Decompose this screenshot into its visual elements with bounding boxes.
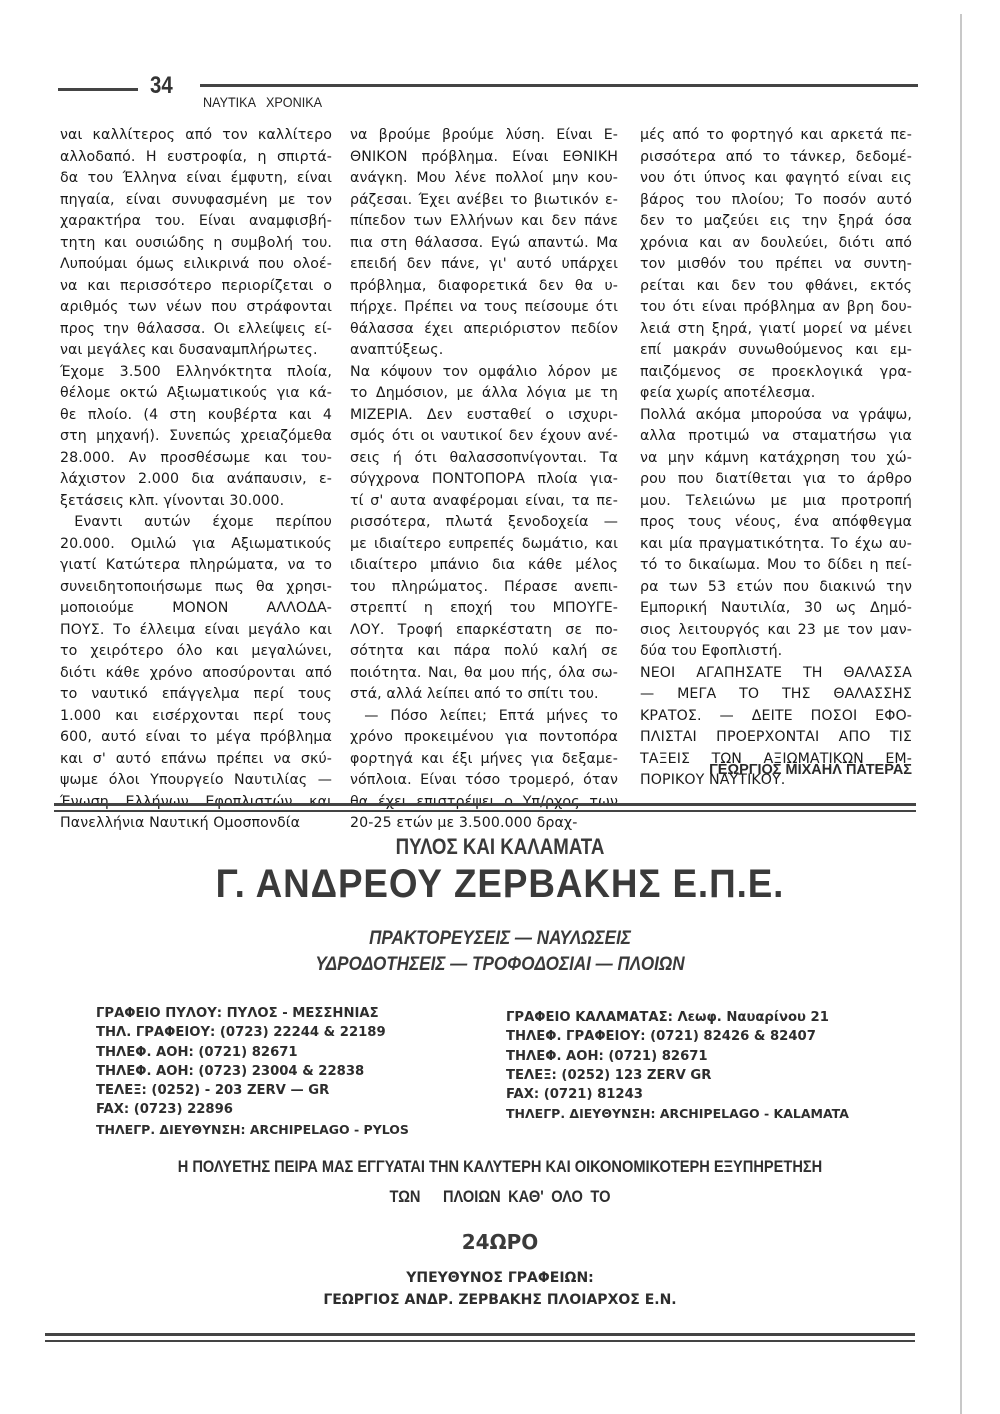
office-kalamata-line: ΓΡΑΦΕΙΟ ΚΑΛΑΜΑΤΑΣ: Λεωφ. Ναυαρίνου 21 xyxy=(506,1010,829,1025)
office-pylos-line: FAX: (0723) 22896 xyxy=(96,1102,233,1118)
office-pylos-line: ΤΕΛΕΞ: (0252) - 203 ZERV — GR xyxy=(96,1083,330,1099)
ad-hours: 24ΩΡΟ xyxy=(461,1230,539,1254)
article-line: Λυπούμαι όμως ειλικρινά που ολοέ- xyxy=(60,256,332,272)
article-line: του ότι είναι πρόβλημα αν βρη δου- xyxy=(640,299,912,315)
office-pylos-line: ΤΗΛΕΦ. ΑΟΗ: (0723) 23004 & 22838 xyxy=(96,1063,365,1079)
article-signature: ΓΕΩΡΓΙΟΣ ΜΙΧΑΗΛ ΠΑΤΕΡΑΣ xyxy=(709,762,912,778)
article-line: να βρούμε βρούμε λύση. Είναι Ε- xyxy=(350,127,618,143)
page-edge-line xyxy=(960,14,962,1414)
article-line: 1.000 και εισέρχονται περί τους xyxy=(60,707,332,724)
article-line: θέλομε οκτώ Αξιωματικούς για κά- xyxy=(60,385,332,401)
article-line: σιος λειτουργός και 23 με τον μαν- xyxy=(640,621,912,638)
article-line: αλλα προτιμώ να σταματήσω για xyxy=(640,428,912,444)
article-line: ρα των 53 ετών που διακινώ την xyxy=(640,578,912,595)
article-line: ΚΡΑΤΟΣ. — ΔΕΙΤΕ ΠΟΣΟΙ ΕΦΟ- xyxy=(640,707,912,724)
article-line: πια στη θάλασσα. Εγώ απαντώ. Μα xyxy=(350,234,618,251)
article-line: σμός ότι οι ναυτικοί δεν έχουν ανέ- xyxy=(350,428,618,444)
article-line: — ΜΕΓΑ ΤΟ ΤΗΣ ΘΑΛΑΣΣΗΣ xyxy=(640,686,912,702)
article-line: Πολλά ακόμα μπορούσα να γράψω, xyxy=(640,406,912,423)
article-line: Πανελλήνια Ναυτική Ομοσπονδία xyxy=(60,815,301,831)
article-line: ΠΟΡΙΚΟΥ ΝΑΥΤΙΚΟΥ. xyxy=(640,772,786,788)
article-line: ΠΟΥΣ. Το έλλειμα είναι μεγάλο και xyxy=(60,621,332,638)
office-kalamata-line: ΤΗΛΕΦ. ΓΡΑΦΕΙΟΥ: (0721) 82426 & 82407 xyxy=(506,1029,816,1045)
ad-company-name: Γ. ΑΝΔΡΕΟΥ ΖΕΡΒΑΚΗΣ Ε.Π.Ε. xyxy=(215,862,785,906)
article-line: το Δημόσιον, με άλλα λόγια με τη xyxy=(350,385,618,401)
article-column-1 xyxy=(60,125,332,835)
office-pylos-contacts xyxy=(96,1004,409,1139)
article-line: Ένωση Ελλήνων Εφοπλιστών και xyxy=(60,793,332,810)
office-pylos-line: ΤΗΛΕΓΡ. ΔΙΕΥΘΥΝΣΗ: ARCHIPELAGO - PYLOS xyxy=(96,1121,409,1137)
article-line: δεν το μαζεύει εις την ξηρά όσα xyxy=(640,213,912,229)
article-line: 600, αυτό είναι το μέγα πρόβλημα xyxy=(60,729,332,745)
ad-services-line-1: ΠΡΑΚΤΟΡΕΥΣΕΙΣ — ΝΑΥΛΩΣΕΙΣ xyxy=(369,928,631,949)
office-kalamata-contacts xyxy=(506,1008,849,1124)
article-line: σύγχρονα ΠΟΝΤΟΠΟΡΑ πλοία για- xyxy=(350,471,618,487)
article-line: ΤΑΞΕΙΣ ΤΩΝ ΑΞΙΩΜΑΤΙΚΩΝ ΕΜ- xyxy=(640,750,912,767)
article-line: 28.000. Αν προσθέσωμε και του- xyxy=(60,449,332,466)
bottom-divider xyxy=(45,1333,915,1342)
article-line: αναπτύξεως. xyxy=(350,342,444,358)
article-line: μοποιούμε ΜΟΝΟΝ ΑΛΛΟΔΑ- xyxy=(60,600,332,616)
article-line: 20.000. Ομιλώ για Αξιωματικούς xyxy=(60,535,332,552)
article-column-3 xyxy=(640,125,912,792)
article-line: πήρχε. Πρέπει να τους πείσουμε ότι xyxy=(350,299,618,315)
ad-locations: ΠΥΛΟΣ ΚΑΙ ΚΑΛΑΜΑΤΑ xyxy=(395,834,605,859)
article-line: τητη και ουσιώδης η συμβολή του. xyxy=(60,234,332,251)
section-divider xyxy=(54,803,916,812)
article-line: πρόβλημα, διαφορετικά δεν θα υ- xyxy=(350,277,618,294)
article-line: φορτηγά και έξι μήνες για δεξαμε- xyxy=(350,750,618,767)
office-kalamata-line: ΤΕΛΕΞ: (0252) 123 ZERV GR xyxy=(506,1067,712,1083)
article-line: Εμπορική Ναυτιλία, 30 ως Δημό- xyxy=(640,600,912,616)
article-line: θάλασσα έχει απεριόριστον πεδίον xyxy=(350,320,618,337)
ad-responsible-name: ΓΕΩΡΓΙΟΣ ΑΝΔΡ. ΖΕΡΒΑΚΗΣ ΠΛΟΙΑΡΧΟΣ Ε.Ν. xyxy=(323,1292,677,1308)
article-line: αριθμός των νέων που στράφονται xyxy=(60,299,332,315)
article-line: νόπλοια. Είναι τόσο τρομερό, όταν xyxy=(350,772,618,788)
article-line: το ναυτικό επάγγελμα περί τους xyxy=(60,686,332,702)
article-line: δύα του Εφοπλιστή. xyxy=(640,643,783,659)
article-line: ανάγκη. Μου λένε πολλοί μην κου- xyxy=(350,170,618,186)
article-line: ρισσότερα από το τάνκερ, δεδομέ- xyxy=(640,148,912,165)
page-number: 34 xyxy=(150,72,173,99)
article-line: Εναντι αυτών έχομε περίπου xyxy=(60,514,332,530)
article-line: δα του Έλληνα είναι έμφυτη, είναι xyxy=(60,170,332,186)
article-line: νου ότι ύπνος και φαγητό είναι εις xyxy=(640,170,912,186)
article-line: τό το δικαίωμα. Μου το δίδει η πεί- xyxy=(640,557,912,573)
article-line: ρείται και δεν του φθάνει, εκτός xyxy=(640,277,912,294)
article-line: Έχομε 3.500 Ελληνόκτητα πλοία, xyxy=(60,363,332,380)
article-line: θε πλοίο. (4 στη κουβέρτα και 4 xyxy=(60,406,332,423)
ad-responsible-label: ΥΠΕΥΘΥΝΟΣ ΓΡΑΦΕΙΩΝ: xyxy=(406,1270,594,1286)
office-pylos-line: ΤΗΛΕΦ. ΑΟΗ: (0721) 82671 xyxy=(96,1044,298,1060)
page-header xyxy=(0,0,1000,120)
article-line: επειδή δεν πάνε, γι' αυτό υπάρχει xyxy=(350,256,618,272)
article-line: ΠΛΙΣΤΑΙ ΠΡΟΕΡΧΟΝΤΑΙ ΑΠΟ ΤΙΣ xyxy=(640,729,912,745)
office-kalamata-line: ΤΗΛΕΦ. ΑΟΗ: (0721) 82671 xyxy=(506,1048,708,1064)
header-rule-left xyxy=(58,88,138,91)
office-kalamata-line: ΤΗΛΕΓΡ. ΔΙΕΥΘΥΝΣΗ: ARCHIPELAGO - KALAMATA xyxy=(506,1106,849,1122)
article-line: Να κόψουν τον ομφάλιο λόρον με xyxy=(350,363,618,380)
article-line: χρόνο προκειμένου για ποντοπόρα xyxy=(350,729,618,745)
journal-title: ΝΑΥΤΙΚΑ ΧΡΟΝΙΚΑ xyxy=(203,94,323,110)
article-line: αλλοδαπό. Η ευστροφία, η σπιρτά- xyxy=(60,148,332,165)
article-line: και μία πραγματικότητα. Το έχω αυ- xyxy=(640,535,912,552)
article-column-2 xyxy=(350,125,618,835)
article-line: τον μισθόν του πρέπει να συντη- xyxy=(640,256,912,272)
office-pylos-line: ΓΡΑΦΕΙΟ ΠΥΛΟΥ: ΠΥΛΟΣ - ΜΕΣΣΗΝΙΑΣ xyxy=(96,1006,379,1021)
article-line: ρου που διατίθεται για το άρθρο xyxy=(640,471,912,487)
article-line: στρεπτί η εποχή του ΜΠΟΥΓΕ- xyxy=(350,600,618,616)
ad-services-line-2: ΥΔΡΟΔΟΤΗΣΕΙΣ — ΤΡΟΦΟΔΟΣΙΑΙ — ΠΛΟΙΩΝ xyxy=(315,954,685,975)
article-line: διότι κάθε χρόνο αποσύρονται από xyxy=(60,664,332,681)
office-pylos-line: ΤΗΛ. ΓΡΑΦΕΙΟΥ: (0723) 22244 & 22189 xyxy=(96,1025,386,1041)
article-line: τί σ' αυτα αναφέρομαι είναι, τα πε- xyxy=(350,492,618,509)
article-line: στη μηχανή). Συνεπώς χρειαζόμεθα xyxy=(60,428,332,444)
ad-slogan-line-2: ΤΩΝ ΠΛΟΙΩΝ ΚΑΘ' ΟΛΟ ΤΟ xyxy=(389,1187,611,1206)
article-line: ΛΟΥ. Τροφή επαρκέστατη σε πο- xyxy=(350,621,618,638)
article-line: ΝΕΟΙ ΑΓΑΠΗΣΑΤΕ ΤΗ ΘΑΛΑΣΣΑ xyxy=(640,664,912,681)
article-line: και σ' αυτό επάνω πρέπει να σκύ- xyxy=(60,750,332,767)
article-line: χρόνια και αν δουλεύει, διότι από xyxy=(640,234,912,251)
article-line: φεία χωρίς αποτέλεσμα. xyxy=(640,385,816,401)
article-line: σεις ή ότι θαλασσοπνίγονται. Τα xyxy=(350,449,618,466)
article-line: με ιδιαίτερο ευπρεπές δωμάτιο, και xyxy=(350,535,618,552)
article-line: ναι καλλίτερος από τον καλλίτερο xyxy=(60,127,332,143)
ad-slogan-line-1: Η ΠΟΛΥΕΤΗΣ ΠΕΙΡΑ ΜΑΣ ΕΓΓΥΑΤΑΙ ΤΗΝ ΚΑΛΥΤΕΡΗ ΚΑΙ ΟΙΚΟΝΟΜΙΚΟΤΕΡΗ ΕΞΥΠΗΡΕΤΗΣΗ xyxy=(177,1157,823,1176)
office-kalamata-line: FAX: (0721) 81243 xyxy=(506,1087,643,1103)
article-line: προς τους νέους, ένα απόφθεγμα xyxy=(640,514,912,530)
article-line: ράζεσαι. Έχει ανέβει το βιωτικόν ε- xyxy=(350,191,618,208)
article-line: του πληρώματος. Πέρασε ανεπι- xyxy=(350,578,618,595)
article-line: ποιότητα. Ναι, θα μου πής, όλα σω- xyxy=(350,664,618,681)
article-line: συνειδητοποιήσωμε πως θα χρησι- xyxy=(60,578,332,595)
article-line: ναι μεγάλες και δυσαναμπλήρωτες. xyxy=(60,342,318,358)
article-line: ψωμε όλοι Υπουργείο Ναυτιλίας — xyxy=(60,772,332,788)
article-line: παιζόμενος σε προεκλογικά γρα- xyxy=(640,363,912,380)
article-line: ρισσότερα, πλωτά ξενοδοχεία — xyxy=(350,514,618,530)
article-line: να μην κάμνη κατάχρηση του χώ- xyxy=(640,449,912,466)
article-line: ξετάσεις κλπ. γίνονται 30.000. xyxy=(60,492,285,509)
article-line: σότητα και πάρα πολύ καλή σε xyxy=(350,643,618,659)
article-line: 20-25 ετών με 3.500.000 δραχ- xyxy=(350,815,578,831)
header-rule-right xyxy=(200,84,918,87)
article-line: πηγαία, είναι συνυφασμένη με τον xyxy=(60,191,332,208)
article-line: προς την θάλασσα. Οι ελλείψεις εί- xyxy=(60,320,332,337)
article-line: στά, αλλά λείπει από το σπίτι του. xyxy=(350,686,599,702)
article-line: λειά στη ξηρά, γιατί μορεί να μένει xyxy=(640,320,912,337)
article-line: μές από το φορτηγό και αρκετά πε- xyxy=(640,127,912,143)
article-line: ιδιαίτερο μπάνιο δια κάθε μέλος xyxy=(350,557,618,573)
article-line: το χειρότερο όλο και μεγαλώνει, xyxy=(60,643,332,659)
article-line: χαρακτήρα του. Είναι αναμφισβή- xyxy=(60,213,332,229)
article-line: θα έχει επιστρέψει ο Υπ/ρχος των xyxy=(350,793,618,810)
article-line: λάχιστον 2.000 δια ανάπαυσιν, ε- xyxy=(60,471,332,487)
article-line: μου. Τελειώνω με μια προτροπή xyxy=(640,492,912,509)
article-line: — Πόσο λείπει; Επτά μήνες το xyxy=(350,707,618,724)
article-line: πίπεδον των Ελλήνων και δεν πάνε xyxy=(350,213,618,229)
article-line: ΘΝΙΚΟΝ πρόβλημα. Είναι ΕΘΝΙΚΗ xyxy=(350,148,618,165)
article-line: επί μακράν συνωθούμενος και εμ- xyxy=(640,342,912,358)
article-line: ΜΙΖΕΡΙΑ. Δεν ευσταθεί ο ισχυρι- xyxy=(350,406,618,423)
article-line: να και περισσότερο περιορίζεται ο xyxy=(60,277,332,294)
article-line: γιατί Κατώτερα πληρώματα, να το xyxy=(60,557,332,573)
article-line: βάρος του πλοίου; Το ποσόν αυτό xyxy=(640,191,912,208)
